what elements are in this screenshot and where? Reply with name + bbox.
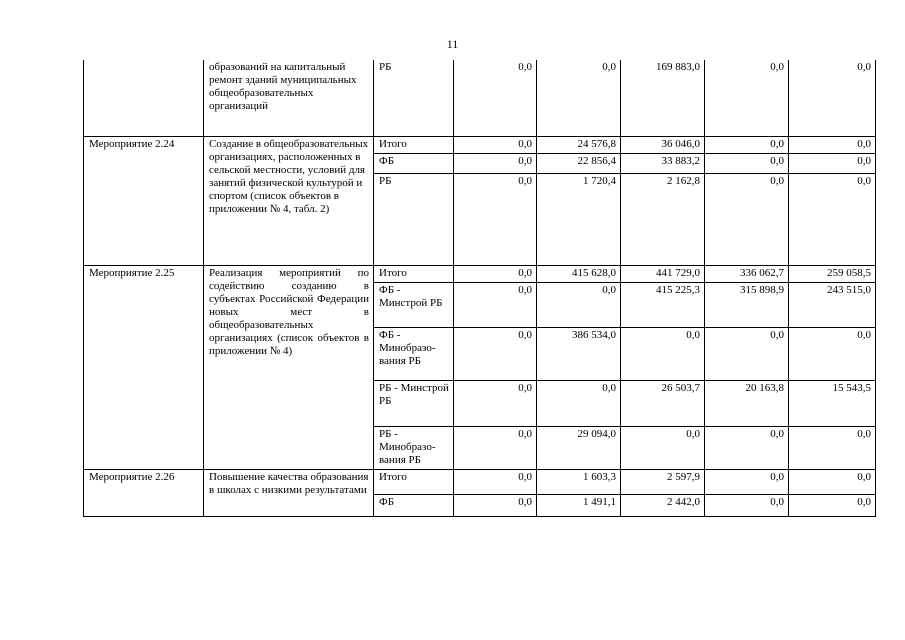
value-cell: 441 729,0: [621, 265, 705, 282]
value-cell: 2 597,9: [621, 469, 705, 494]
value-cell: 0,0: [537, 60, 621, 136]
value-cell: 0,0: [454, 153, 537, 173]
value-cell: 0,0: [789, 153, 876, 173]
value-cell: 0,0: [454, 494, 537, 516]
funding-source: ФБ - Минобразо-вания РБ: [374, 327, 454, 380]
value-cell: 0,0: [789, 173, 876, 265]
value-cell: 315 898,9: [705, 282, 789, 327]
event-description: Повышение качества образования в школах с низкими результатами: [204, 469, 374, 516]
funding-source: РБ - Минстрой РБ: [374, 380, 454, 426]
value-cell: 22 856,4: [537, 153, 621, 173]
value-cell: 0,0: [705, 494, 789, 516]
value-cell: 0,0: [705, 153, 789, 173]
event-label-cell: [84, 60, 204, 136]
page-number: 11: [446, 37, 459, 51]
value-cell: 0,0: [537, 380, 621, 426]
event-label: Мероприятие 2.25: [84, 265, 204, 469]
value-cell: 0,0: [789, 60, 876, 136]
table-row: [84, 469, 876, 494]
value-cell: 1 720,4: [537, 173, 621, 265]
value-cell: 0,0: [789, 426, 876, 469]
value-cell: 26 503,7: [621, 380, 705, 426]
funding-source: РБ - Минобразо-вания РБ: [374, 426, 454, 469]
value-cell: 0,0: [705, 136, 789, 153]
event-description: Создание в общеобразовательных организациях, расположенных в сельской местности, условий для занятий физической культурой и спортом (список объектов в приложении № 4, табл. 2): [204, 136, 374, 265]
value-cell: 20 163,8: [705, 380, 789, 426]
event-label: Мероприятие 2.24: [84, 136, 204, 265]
funding-source: ФБ: [374, 153, 454, 173]
value-cell: 0,0: [705, 173, 789, 265]
value-cell: 0,0: [789, 327, 876, 380]
funding-source: Итого: [374, 469, 454, 494]
value-cell: 0,0: [705, 426, 789, 469]
table-row: [84, 136, 876, 153]
value-cell: 0,0: [454, 136, 537, 153]
value-cell: 36 046,0: [621, 136, 705, 153]
value-cell: 0,0: [705, 469, 789, 494]
event-label: Мероприятие 2.26: [84, 469, 204, 516]
event-description: образований на капитальный ремонт зданий муниципальных общеобразовательных организаций: [204, 60, 374, 136]
event-description: Реализация мероприятий по содействию созданию в субъектах Российской Федерации новых мест в общеобразовательных организациях (список объектов в приложении № 4): [204, 265, 374, 469]
value-cell: 2 442,0: [621, 494, 705, 516]
value-cell: 0,0: [621, 327, 705, 380]
value-cell: 2 162,8: [621, 173, 705, 265]
value-cell: 259 058,5: [789, 265, 876, 282]
value-cell: 33 883,2: [621, 153, 705, 173]
value-cell: 0,0: [454, 282, 537, 327]
value-cell: 1 491,1: [537, 494, 621, 516]
value-cell: 0,0: [705, 60, 789, 136]
funding-source: Итого: [374, 265, 454, 282]
value-cell: 0,0: [789, 136, 876, 153]
value-cell: 0,0: [621, 426, 705, 469]
funding-source: ФБ: [374, 494, 454, 516]
value-cell: 243 515,0: [789, 282, 876, 327]
value-cell: 0,0: [789, 494, 876, 516]
value-cell: 0,0: [454, 327, 537, 380]
value-cell: 169 883,0: [621, 60, 705, 136]
table-row: [84, 60, 876, 136]
value-cell: 24 576,8: [537, 136, 621, 153]
value-cell: 336 062,7: [705, 265, 789, 282]
value-cell: 0,0: [454, 173, 537, 265]
value-cell: 15 543,5: [789, 380, 876, 426]
funding-source: ФБ - Минстрой РБ: [374, 282, 454, 327]
value-cell: 0,0: [454, 426, 537, 469]
funding-source: РБ: [374, 60, 454, 136]
value-cell: 0,0: [454, 60, 537, 136]
value-cell: 0,0: [705, 327, 789, 380]
value-cell: 0,0: [537, 282, 621, 327]
funding-source: Итого: [374, 136, 454, 153]
value-cell: 0,0: [454, 380, 537, 426]
value-cell: 1 603,3: [537, 469, 621, 494]
value-cell: 386 534,0: [537, 327, 621, 380]
funding-source: РБ: [374, 173, 454, 265]
value-cell: 415 628,0: [537, 265, 621, 282]
budget-table: [83, 60, 876, 517]
value-cell: 29 094,0: [537, 426, 621, 469]
value-cell: 0,0: [454, 265, 537, 282]
value-cell: 0,0: [789, 469, 876, 494]
value-cell: 415 225,3: [621, 282, 705, 327]
table-row: [84, 265, 876, 282]
value-cell: 0,0: [454, 469, 537, 494]
